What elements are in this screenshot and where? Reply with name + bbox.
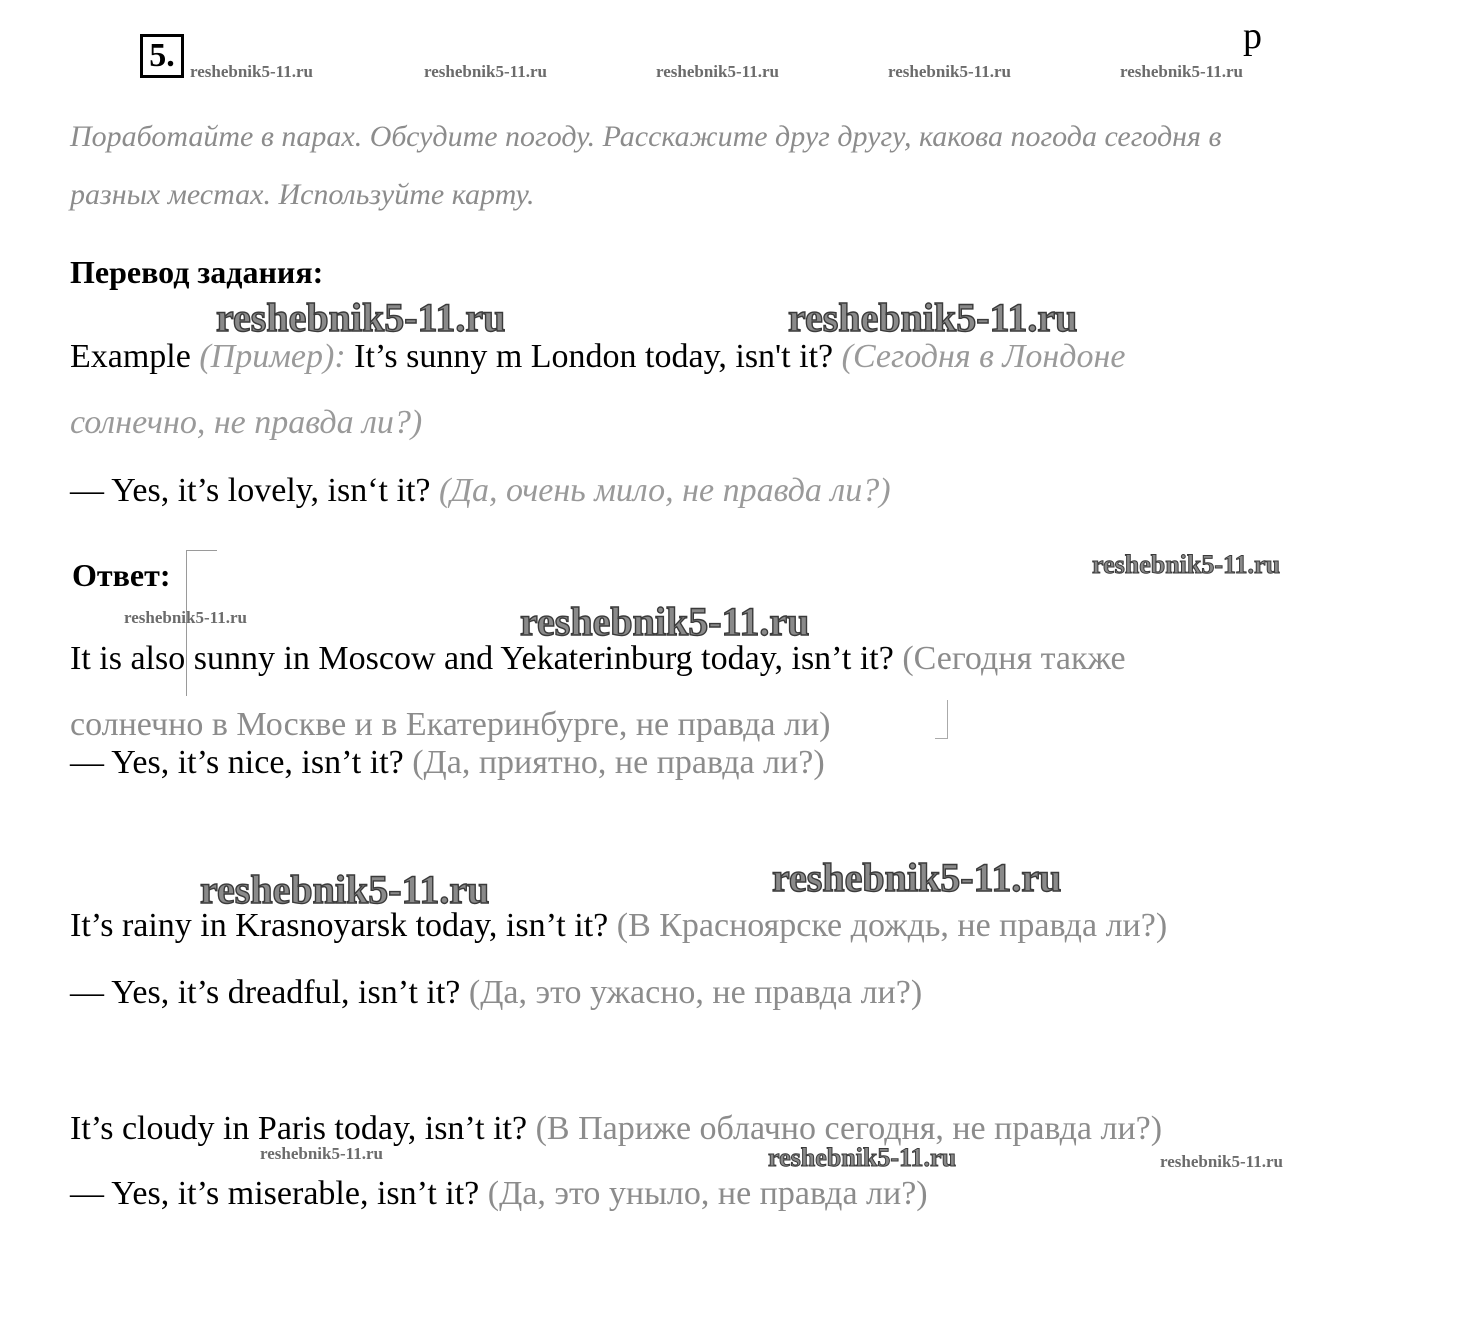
watermark: reshebnik5-11.ru — [520, 599, 810, 644]
instruction-line-2: разных местах. Используйте карту. — [70, 178, 535, 211]
watermark: reshebnik5-11.ru — [772, 855, 1062, 900]
dialog-2-answer — [70, 974, 922, 1012]
dialog-2-question — [70, 907, 1167, 945]
watermark: reshebnik5-11.ru — [788, 295, 1078, 340]
example-en: It’s sunny m London today, isn't it? — [354, 338, 834, 375]
translation-heading: Перевод задания: — [70, 254, 324, 290]
dialog-2-a-ru: (Да, это ужасно, не правда ли?) — [468, 974, 923, 1011]
example-label-ru: (Пример): — [199, 338, 346, 375]
watermark: reshebnik5-11.ru — [656, 62, 779, 81]
watermark: reshebnik5-11.ru — [888, 62, 1011, 81]
dialog-3-q-en: It’s cloudy in Paris today, isn’t it? — [70, 1110, 528, 1147]
scan-artifact — [935, 700, 948, 739]
dialog-3-q-ru: (В Париже облачно сегодня, не правда ли?) — [535, 1110, 1163, 1147]
watermark: reshebnik5-11.ru — [768, 1143, 957, 1172]
dialog-1-a-ru: (Да, приятно, не правда ли?) — [412, 744, 825, 781]
dialog-2-q-ru: (В Красноярске дождь, не правда ли?) — [616, 907, 1168, 944]
dialog-1-q-en: It is also sunny in Moscow and Yekaterinburg today, isn’t it? — [70, 640, 894, 677]
watermark: reshebnik5-11.ru — [1160, 1152, 1283, 1171]
dialog-3-a-en: — Yes, it’s miserable, isn’t it? — [70, 1175, 480, 1212]
dialog-2-a-en: — Yes, it’s dreadful, isn’t it? — [70, 974, 461, 1011]
dialog-1-q-ru: (Сегодня также — [902, 640, 1126, 677]
dialog-1-question — [70, 640, 1126, 678]
dialog-1-a-en: — Yes, it’s nice, isn’t it? — [70, 744, 404, 781]
watermark: reshebnik5-11.ru — [1092, 550, 1281, 579]
watermark: reshebnik5-11.ru — [260, 1144, 383, 1163]
reply-ru: (Да, очень мило, не правда ли?) — [439, 472, 891, 509]
example-label: Example — [70, 338, 191, 375]
dialog-3-answer — [70, 1175, 928, 1213]
watermark: reshebnik5-11.ru — [200, 867, 490, 912]
watermark: reshebnik5-11.ru — [216, 295, 506, 340]
watermark: reshebnik5-11.ru — [424, 62, 547, 81]
task-number: 5. — [140, 34, 184, 78]
reply-en: — Yes, it’s lovely, isn‘t it? — [70, 472, 431, 509]
watermark: reshebnik5-11.ru — [1120, 62, 1243, 81]
dialog-3-question — [70, 1110, 1162, 1148]
watermark: reshebnik5-11.ru — [124, 608, 247, 627]
corner-letter: р — [1243, 15, 1262, 57]
example-ru-continued: солнечно, не правда ли?) — [70, 404, 423, 441]
dialog-2-q-en: It’s rainy in Krasnoyarsk today, isn’t it? — [70, 907, 609, 944]
instruction-line-1: Поработайте в парах. Обсудите погоду. Расскажите друг другу, какова погода сегодня в — [70, 120, 1222, 153]
dialog-1-q-ru-continued: солнечно в Москве и в Екатеринбурге, не правда ли) — [70, 706, 831, 743]
answer-heading: Ответ: — [72, 557, 171, 593]
dialog-1-answer — [70, 744, 825, 782]
example-reply — [70, 472, 891, 510]
dialog-3-a-ru: (Да, это уныло, не правда ли?) — [487, 1175, 928, 1212]
example-line — [70, 338, 1125, 376]
example-ru: (Сегодня в Лондоне — [841, 338, 1126, 375]
watermark: reshebnik5-11.ru — [190, 62, 313, 81]
